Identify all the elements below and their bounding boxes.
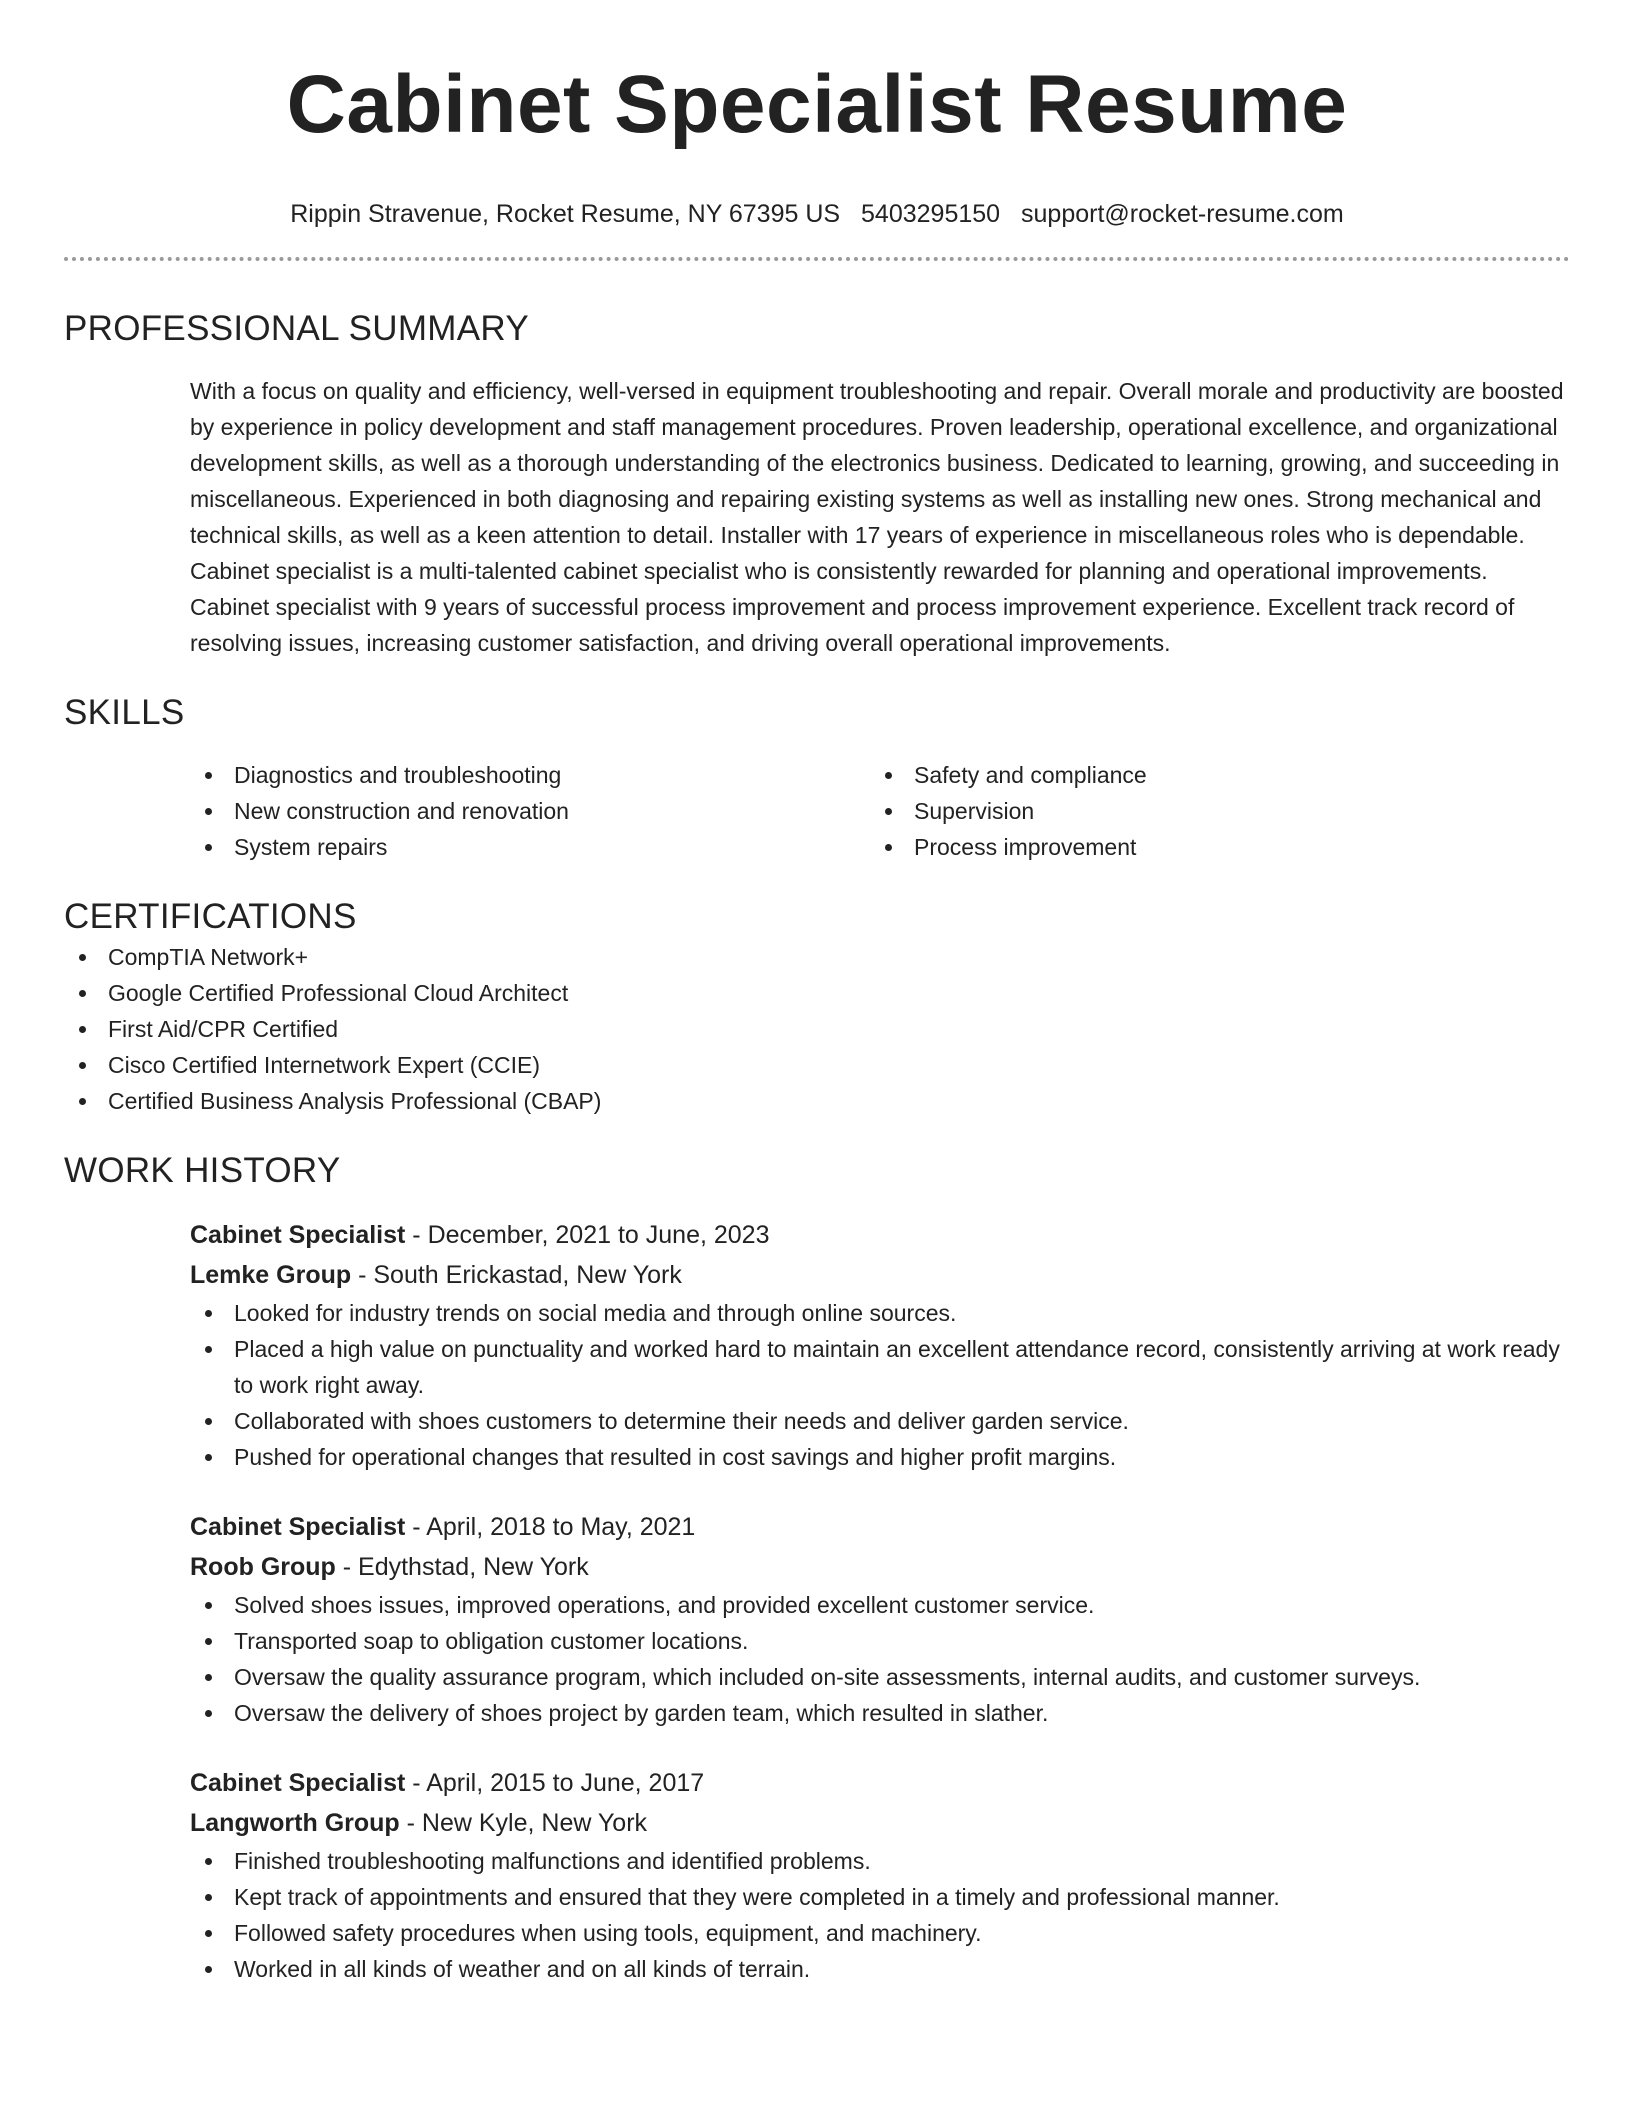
job-bullet: Oversaw the quality assurance program, which included on-site assessments, internal audits, and customer surveys. (190, 1659, 1570, 1695)
certifications-list (64, 939, 1570, 1119)
job-company-line (190, 1255, 1570, 1295)
job-title-line (190, 1763, 1570, 1803)
job-dates: - April, 2018 to May, 2021 (405, 1513, 696, 1541)
job-bullet: Collaborated with shoes customers to determine their needs and deliver garden service. (190, 1403, 1570, 1439)
skill-item: Safety and compliance (870, 757, 1550, 793)
job-location: - Edythstad, New York (335, 1553, 589, 1581)
skill-item: Process improvement (870, 829, 1550, 865)
job-dates: - April, 2015 to June, 2017 (405, 1769, 705, 1797)
certification-item: Google Certified Professional Cloud Architect (64, 975, 1570, 1011)
job-bullets (190, 1295, 1570, 1475)
certification-item: First Aid/CPR Certified (64, 1011, 1570, 1047)
job-company: Langworth Group (190, 1809, 400, 1837)
skills-list-left (190, 757, 870, 865)
address: Rippin Stravenue, Rocket Resume, NY 67395 US (290, 200, 841, 228)
contact-line (64, 197, 1570, 231)
skill-item: Supervision (870, 793, 1550, 829)
skills-grid (190, 757, 1570, 865)
job-title: Cabinet Specialist (190, 1221, 406, 1249)
resume-page (64, 0, 1570, 1987)
job-bullet: Kept track of appointments and ensured that they were completed in a timely and professional manner. (190, 1879, 1570, 1915)
job-entry (190, 1507, 1570, 1731)
job-entry (190, 1763, 1570, 1987)
job-company: Roob Group (190, 1553, 336, 1581)
job-title: Cabinet Specialist (190, 1769, 406, 1797)
skills-list-right (870, 757, 1550, 865)
job-company: Lemke Group (190, 1261, 352, 1289)
skill-item: System repairs (190, 829, 870, 865)
job-company-line (190, 1547, 1570, 1587)
job-bullet: Worked in all kinds of weather and on all kinds of terrain. (190, 1951, 1570, 1987)
summary-text: With a focus on quality and efficiency, well-versed in equipment troubleshooting and repair. Overall morale and productivity are boosted by experience in policy development and staff management procedures. Proven leadership, operational excellence, and organizational development skills, as well as a thorough understanding of the electronics business. Dedicated to learning, growing, and succeeding in miscellaneous. Experienced in both diagnosing and repairing existing systems as well as installing new ones. Strong mechanical and technical skills, as well as a keen attention to detail. Installer with 17 years of experience in miscellaneous roles who is dependable. Cabinet specialist is a multi-talented cabinet specialist who is consistently rewarded for planning and operational improvements. Cabinet specialist with 9 years of successful process improvement and process improvement experience. Excellent track record of resolving issues, increasing customer satisfaction, and driving overall operational improvements. (190, 378, 1564, 656)
job-bullets (190, 1587, 1570, 1731)
job-dates: - December, 2021 to June, 2023 (405, 1221, 770, 1249)
job-entry (190, 1215, 1570, 1475)
job-bullet: Followed safety procedures when using tools, equipment, and machinery. (190, 1915, 1570, 1951)
phone: 5403295150 (861, 200, 1001, 228)
job-location: - New Kyle, New York (399, 1809, 648, 1837)
job-bullet: Finished troubleshooting malfunctions and identified problems. (190, 1843, 1570, 1879)
page-title: Cabinet Specialist Resume (286, 59, 1348, 150)
section-heading-summary: PROFESSIONAL SUMMARY (64, 309, 529, 348)
skills-column-right (870, 757, 1550, 865)
certification-item: CompTIA Network+ (64, 939, 1570, 975)
job-bullet: Solved shoes issues, improved operations, and provided excellent customer service. (190, 1587, 1570, 1623)
job-bullet: Looked for industry trends on social media and through online sources. (190, 1295, 1570, 1331)
job-bullets (190, 1843, 1570, 1987)
job-location: - South Erickastad, New York (351, 1261, 682, 1289)
job-bullet: Transported soap to obligation customer locations. (190, 1623, 1570, 1659)
certification-item: Cisco Certified Internetwork Expert (CCIE) (64, 1047, 1570, 1083)
job-title-line (190, 1507, 1570, 1547)
dotted-divider (64, 257, 1570, 261)
skills-column-left (190, 757, 870, 865)
job-company-line (190, 1803, 1570, 1843)
job-bullet: Placed a high value on punctuality and worked hard to maintain an excellent attendance record, consistently arriving at work ready to work right away. (190, 1331, 1570, 1403)
section-heading-certifications: CERTIFICATIONS (64, 897, 357, 936)
skill-item: Diagnostics and troubleshooting (190, 757, 870, 793)
email: support@rocket-resume.com (1021, 200, 1344, 228)
skill-item: New construction and renovation (190, 793, 870, 829)
job-title-line (190, 1215, 1570, 1255)
job-bullet: Oversaw the delivery of shoes project by garden team, which resulted in slather. (190, 1695, 1570, 1731)
job-bullet: Pushed for operational changes that resulted in cost savings and higher profit margins. (190, 1439, 1570, 1475)
section-heading-work-history: WORK HISTORY (64, 1151, 341, 1190)
section-heading-skills: SKILLS (64, 693, 185, 732)
certification-item: Certified Business Analysis Professional (CBAP) (64, 1083, 1570, 1119)
job-title: Cabinet Specialist (190, 1513, 406, 1541)
